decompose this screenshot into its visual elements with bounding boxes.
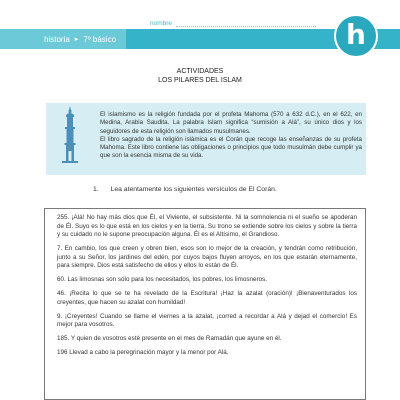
name-field-row[interactable]: [150, 12, 320, 27]
logo-letter: h: [346, 17, 366, 51]
title-line-2: LOS PILARES DEL ISLAM: [158, 76, 242, 84]
verses-box: [44, 208, 366, 400]
verse-item: 46. ¡Recita lo que se te ha revelado de la Escritura! ¡Haz la azalat (oración)! ¡Bienaventurados los creyentes, que hacen su azalat con humildad!: [57, 290, 357, 306]
name-line[interactable]: [176, 20, 316, 27]
instruction: [93, 186, 277, 193]
intro-box: [46, 103, 366, 175]
name-label: nombre: [150, 20, 173, 27]
intro-paragraph-2: El libro sagrado de la religión islámica es el Corán que recoge las enseñanzas de su profeta Mahoma. Este libro contiene las obligaciones o principios que todo musulmán debe cumplir ya que son la esencia misma de su vida.: [100, 135, 362, 160]
verse-item: 60. Las limosnas son sólo para los necesitados, los pobres, los limosneros.: [57, 276, 268, 283]
instruction-number: 1.: [93, 186, 99, 193]
h-logo: [334, 14, 378, 58]
verse-item: 185. Y quien de vosotros esté presente en el mes de Ramadán que ayune en él.: [57, 335, 282, 342]
intro-text: [100, 111, 362, 161]
verse-item: 196 Llevad a cabo la peregrinación mayor y la menor por Alá.: [57, 349, 229, 356]
mosque-minaret-icon: [56, 105, 84, 163]
intro-paragraph-1: El islamismo es la religión fundada por el profeta Mahoma (570 a 632 d.C.), en el 622, en Medina, Arabia Saudita. La palabra Islam significa “sumisión a Alá”, su único dios y los seguidores de esta religión son llamados musulmanes.: [100, 111, 362, 135]
verse-item: 9. ¡Creyentes! Cuando se llame el viernes a la azalat, ¡corred a recordar a Alá y dejad el comercio! Es mejor para vosotros.: [57, 312, 357, 328]
instruction-text: Lea atentamente los siguientes versículos de El Corán.: [110, 186, 277, 193]
subject-breadcrumb: [0, 29, 126, 49]
verses-list: [57, 214, 357, 363]
verse-item: 255. ¡Alá! No hay más dios que Él, el Viviente, el subsistente. Ni la somnolencia ni el sueño se apoderan de Él. Suyo es lo que está en los cielos y en la tierra. Su trono se extiende sobre los cielos y sobre la tierra y su cuidado no le supone preocupación alguna. Él es el Altísimo, el Grandioso.: [57, 214, 357, 238]
breadcrumb-arrow-icon: ▸: [74, 36, 79, 43]
grade-label: 7º básico: [83, 34, 117, 44]
subject-label: historia: [44, 34, 70, 44]
page-title: [0, 68, 400, 85]
title-line-1: ACTIVIDADES: [176, 68, 224, 75]
verse-item: 7. En cambio, los que creen y obren bien, esos son lo mejor de la creación, y tendrán como retribución, junto a su Señor, los jardines del edén, por cuyos bajos fluyen arroyos, en los que estarán eternamente, para siempre. Dios está satisfecho de ellos y ellos lo están de Él.: [57, 245, 357, 269]
